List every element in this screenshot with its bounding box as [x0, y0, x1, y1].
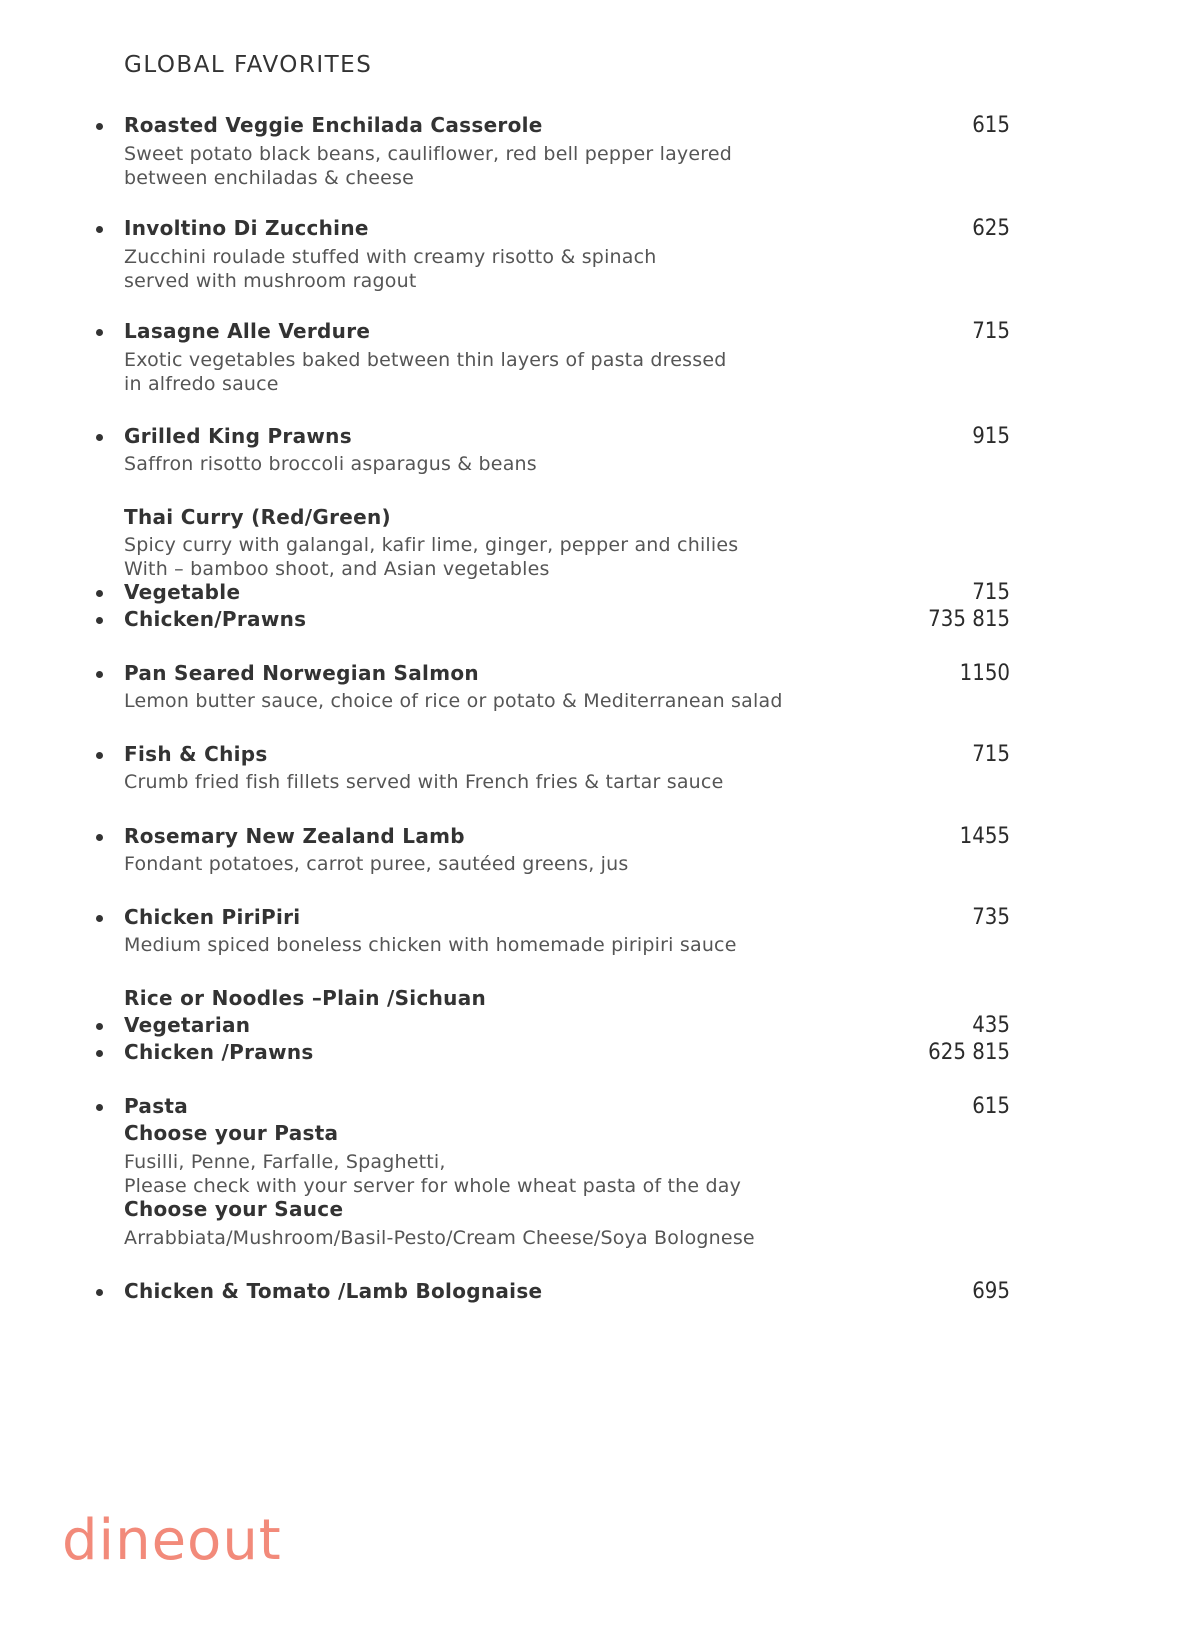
item-description: Crumb fried fish fillets served with French fries & tartar sauce [124, 771, 724, 793]
menu-group [0, 505, 1200, 535]
bullet-icon [96, 1023, 103, 1030]
item-description: Exotic vegetables baked between thin layers of pasta dressed in alfredo sauce [124, 349, 727, 395]
item-price: 615 [972, 1094, 1010, 1119]
item-description: Lemon butter sauce, choice of rice or potato & Mediterranean salad [124, 690, 783, 712]
menu-group [0, 986, 1200, 1016]
item-name: Pasta [124, 1094, 189, 1118]
bullet-icon [96, 915, 103, 922]
bullet-icon [96, 671, 103, 678]
option-price: 435 [972, 1013, 1010, 1038]
option-name: Chicken /Prawns [124, 1040, 314, 1064]
item-price: 915 [972, 424, 1010, 449]
item-price: 615 [972, 113, 1010, 138]
bullet-icon [96, 1104, 103, 1111]
menu-item [0, 824, 1200, 854]
item-name: Rosemary New Zealand Lamb [124, 824, 465, 848]
pasta-options: Fusilli, Penne, Farfalle, Spaghetti, Please check with your server for whole wheat pasta of the day [124, 1151, 742, 1197]
item-name: Lasagne Alle Verdure [124, 319, 371, 343]
item-name: Chicken PiriPiri [124, 905, 301, 929]
bullet-icon [96, 123, 103, 130]
item-description: Zucchini roulade stuffed with creamy risotto & spinach served with mushroom ragout [124, 246, 657, 292]
choose-sauce-label: Choose your Sauce [124, 1197, 344, 1221]
item-price: 715 [972, 742, 1010, 767]
bullet-icon [96, 834, 103, 841]
menu-item [0, 424, 1200, 454]
item-price: 625 [972, 216, 1010, 241]
option-price: 625 815 [928, 1040, 1010, 1065]
group-title: Thai Curry (Red/Green) [124, 505, 391, 529]
bullet-icon [96, 1289, 103, 1296]
bullet-icon [96, 329, 103, 336]
choose-pasta-label: Choose your Pasta [124, 1121, 339, 1145]
group-description: Spicy curry with galangal, kafir lime, ginger, pepper and chilies With – bamboo shoot, and Asian vegetables [124, 534, 739, 580]
option-name: Chicken/Prawns [124, 607, 307, 631]
menu-item [0, 905, 1200, 935]
menu-item [0, 113, 1200, 143]
option-price: 715 [972, 580, 1010, 605]
item-description: Medium spiced boneless chicken with homemade piripiri sauce [124, 934, 737, 956]
item-name: Chicken & Tomato /Lamb Bolognaise [124, 1279, 543, 1303]
item-price: 1150 [959, 661, 1010, 686]
item-price: 715 [972, 319, 1010, 344]
item-name: Fish & Chips [124, 742, 268, 766]
item-price: 695 [972, 1279, 1010, 1304]
menu-option [0, 1040, 1200, 1070]
menu-item [0, 216, 1200, 246]
bullet-icon [96, 1050, 103, 1057]
bullet-icon [96, 434, 103, 441]
menu-item [0, 661, 1200, 691]
item-name: Roasted Veggie Enchilada Casserole [124, 113, 543, 137]
item-description: Fondant potatoes, carrot puree, sautéed greens, jus [124, 853, 629, 875]
item-price: 735 [972, 905, 1010, 930]
sauce-options: Arrabbiata/Mushroom/Basil-Pesto/Cream Cheese/Soya Bolognese [124, 1227, 755, 1249]
menu-item [0, 1279, 1200, 1309]
menu-option [0, 1013, 1200, 1043]
dineout-logo: dineout [62, 1508, 282, 1573]
group-title: Rice or Noodles –Plain /Sichuan [124, 986, 487, 1010]
item-price: 1455 [959, 824, 1010, 849]
bullet-icon [96, 752, 103, 759]
menu-option [0, 607, 1200, 637]
menu-item [0, 319, 1200, 349]
menu-option [0, 580, 1200, 610]
option-name: Vegetable [124, 580, 241, 604]
menu-item [0, 1094, 1200, 1124]
bullet-icon [96, 617, 103, 624]
item-name: Pan Seared Norwegian Salmon [124, 661, 479, 685]
item-name: Grilled King Prawns [124, 424, 352, 448]
item-description: Saffron risotto broccoli asparagus & beans [124, 453, 537, 475]
sauce-choice-heading [0, 1197, 1200, 1227]
item-description: Sweet potato black beans, cauliflower, red bell pepper layered between enchiladas & cheese [124, 143, 732, 189]
option-price: 735 815 [928, 607, 1010, 632]
item-name: Involtino Di Zucchine [124, 216, 369, 240]
section-heading: GLOBAL FAVORITES [124, 52, 373, 78]
menu-item [0, 742, 1200, 772]
pasta-choice-heading [0, 1121, 1200, 1151]
option-name: Vegetarian [124, 1013, 251, 1037]
bullet-icon [96, 590, 103, 597]
bullet-icon [96, 226, 103, 233]
